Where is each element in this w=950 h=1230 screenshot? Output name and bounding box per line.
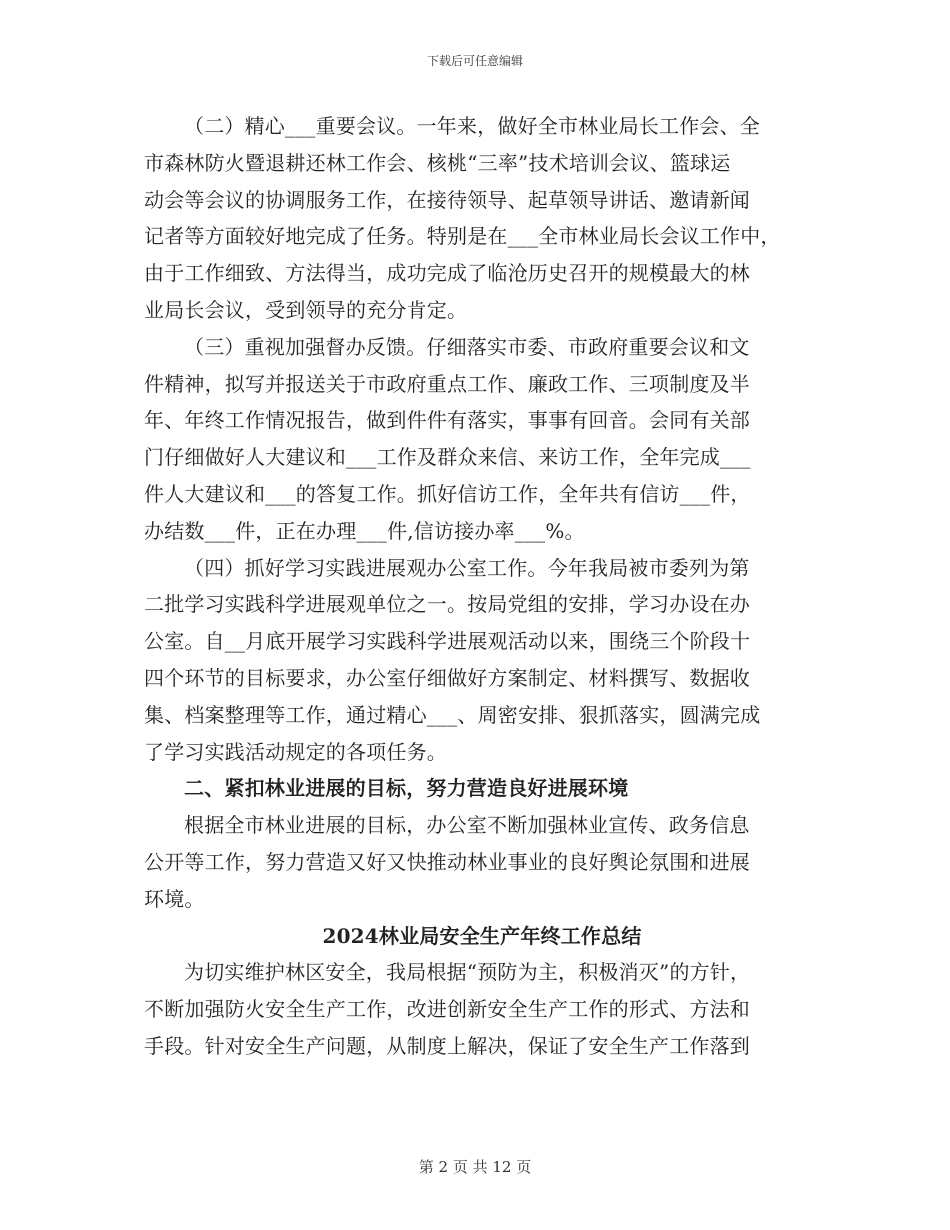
paragraph-environment <box>144 807 808 917</box>
paragraph-meetings <box>144 108 808 329</box>
heading-line: 二、紧扣林业进展的目标，努力营造良好进展环境 <box>184 776 629 801</box>
text-line: 环境。 <box>144 886 205 911</box>
text-line: 手段。针对安全生产问题，从制度上解决，保证了安全生产工作落到 <box>144 1033 750 1058</box>
text-line: （四）抓好学习实践进展观办公室工作。今年我局被市委列为第 <box>184 555 750 580</box>
text-line: （二）精心___重要会议。一年来，做好全市林业局长工作会、全 <box>184 114 760 138</box>
text-line: 市森林防火暨退耕还林工作会、核桃“三率”技术培训会议、篮球运 <box>144 150 731 175</box>
page-footer: 第 2 页 共 12 页 <box>418 1158 532 1176</box>
paragraph-study-practice <box>144 550 808 771</box>
text-line: 动会等会议的协调服务工作，在接待领导、起草领导讲话、邀请新闻 <box>144 187 750 212</box>
document-body <box>144 108 808 1065</box>
document-title <box>144 918 808 955</box>
text-line: 不断加强防火安全生产工作，改进创新安全生产工作的形式、方法和 <box>144 997 750 1022</box>
text-line: 四个环节的目标要求，办公室仔细做好方案制定、材料撰写、数据收 <box>144 665 750 690</box>
text-line: 集、档案整理等工作，通过精心___、周密安排、狠抓落实，圆满完成 <box>144 702 761 727</box>
text-line: 二批学习实践科学进展观单位之一。按局党组的安排，学习办设在办 <box>144 592 750 617</box>
text-line: 业局长会议，受到领导的充分肯定。 <box>144 297 468 322</box>
text-line: 为切实维护林区安全，我局根据“预防为主，积极消灭”的方针， <box>184 960 751 985</box>
text-line: 件精神，拟写并报送关于市政府重点工作、廉政工作、三项制度及半 <box>144 371 750 396</box>
page-header: 下载后可任意编辑 <box>426 54 523 68</box>
text-line: 门仔细做好人大建议和___工作及群众来信、来访工作，全年完成___ <box>144 445 751 470</box>
paragraph-safety <box>144 954 808 1064</box>
text-line: 公室。自__月底开展学习实践科学进展观活动以来，围绕三个阶段十 <box>144 629 751 654</box>
text-line: 公开等工作，努力营造又好又快推动林业事业的良好舆论氛围和进展 <box>144 849 750 874</box>
text-line: 年、年终工作情况报告，做到件件有落实，事事有回音。会同有关部 <box>144 408 750 433</box>
text-line: 了学习实践活动规定的各项任务。 <box>144 739 447 764</box>
title-line: 2024林业局安全生产年终工作总结 <box>322 923 642 948</box>
text-line: 件人大建议和___的答复工作。抓好信访工作，全年共有信访___件， <box>144 481 751 506</box>
text-line: 记者等方面较好地完成了任务。特别是在___全市林业局长会议工作中， <box>144 224 781 249</box>
section-heading <box>144 770 808 807</box>
text-line: （三）重视加强督办反馈。仔细落实市委、市政府重要会议和文 <box>184 334 750 359</box>
paragraph-supervision <box>144 329 808 550</box>
text-line: 办结数___件，正在办理___件,信访接办率___%。 <box>144 518 585 543</box>
text-line: 根据全市林业进展的目标，办公室不断加强林业宣传、政务信息 <box>184 813 750 838</box>
text-line: 由于工作细致、方法得当，成功完成了临沧历史召开的规模最大的林 <box>144 261 750 286</box>
